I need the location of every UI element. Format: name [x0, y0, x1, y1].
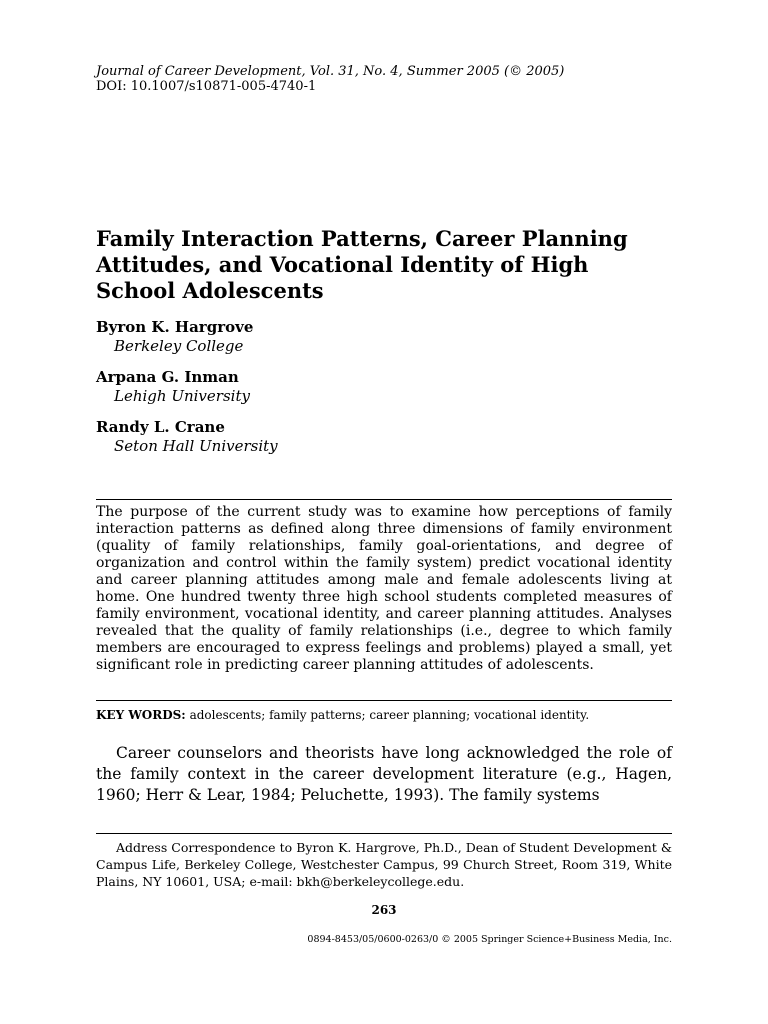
abstract-bottom-rule	[96, 700, 672, 701]
abstract-top-rule	[96, 499, 672, 500]
article-title: Family Interaction Patterns, Career Planning Attitudes, and Vocational Identity of High School Adolescents	[96, 226, 628, 303]
author-name: Byron K. Hargrove	[96, 318, 254, 336]
author-block	[96, 318, 253, 356]
author-affiliation: Lehigh University	[114, 387, 250, 405]
copyright-line: 0894-8453/05/0600-0263/0 © 2005 Springer Science+Business Media, Inc.	[307, 934, 672, 945]
author-block	[96, 418, 278, 456]
journal-citation: Journal of Career Development, Vol. 31, No. 4, Summer 2005 (© 2005)	[96, 64, 565, 79]
doi-line: DOI: 10.1007/s10871-005-4740-1	[96, 79, 317, 94]
footnote-rule	[96, 833, 672, 834]
body-paragraph: Career counselors and theorists have long acknowledged the role of the family context in the career development literature (e.g., Hagen, 1960; Herr & Lear, 1984; Peluchette, 1993). The family systems	[96, 744, 672, 804]
keywords	[96, 707, 589, 723]
journal-header	[96, 64, 564, 94]
author-name: Arpana G. Inman	[96, 368, 239, 386]
author-name: Randy L. Crane	[96, 418, 225, 436]
keywords-text: adolescents; family patterns; career planning; vocational identity.	[189, 708, 590, 722]
abstract: The purpose of the current study was to examine how perceptions of family interaction patterns as defined along three dimensions of family environment (quality of family relationships, family goal-orientations, and degree of organization and control within the family system) predict vocational identity and career planning attitudes among male and female adolescents living at home. One hundred twenty three high school students completed measures of family environment, vocational identity, and career planning attitudes. Analyses revealed that the quality of family relationships (i.e., degree to which family members are encouraged to express feelings and problems) played a small, yet significant role in predicting career planning attitudes of adolescents.	[96, 504, 672, 673]
keywords-label: KEY WORDS:	[96, 708, 186, 722]
page-number: 263	[371, 903, 397, 917]
author-affiliation: Seton Hall University	[114, 437, 278, 455]
author-block	[96, 368, 250, 406]
correspondence-footnote: Address Correspondence to Byron K. Hargrove, Ph.D., Dean of Student Development & Campus Life, Berkeley College, Westchester Campus, 99 Church Street, Room 319, White Plains, NY 10601, USA; e-mail: bkh@berkeleycollege.edu.	[96, 840, 672, 889]
author-affiliation: Berkeley College	[114, 337, 244, 355]
